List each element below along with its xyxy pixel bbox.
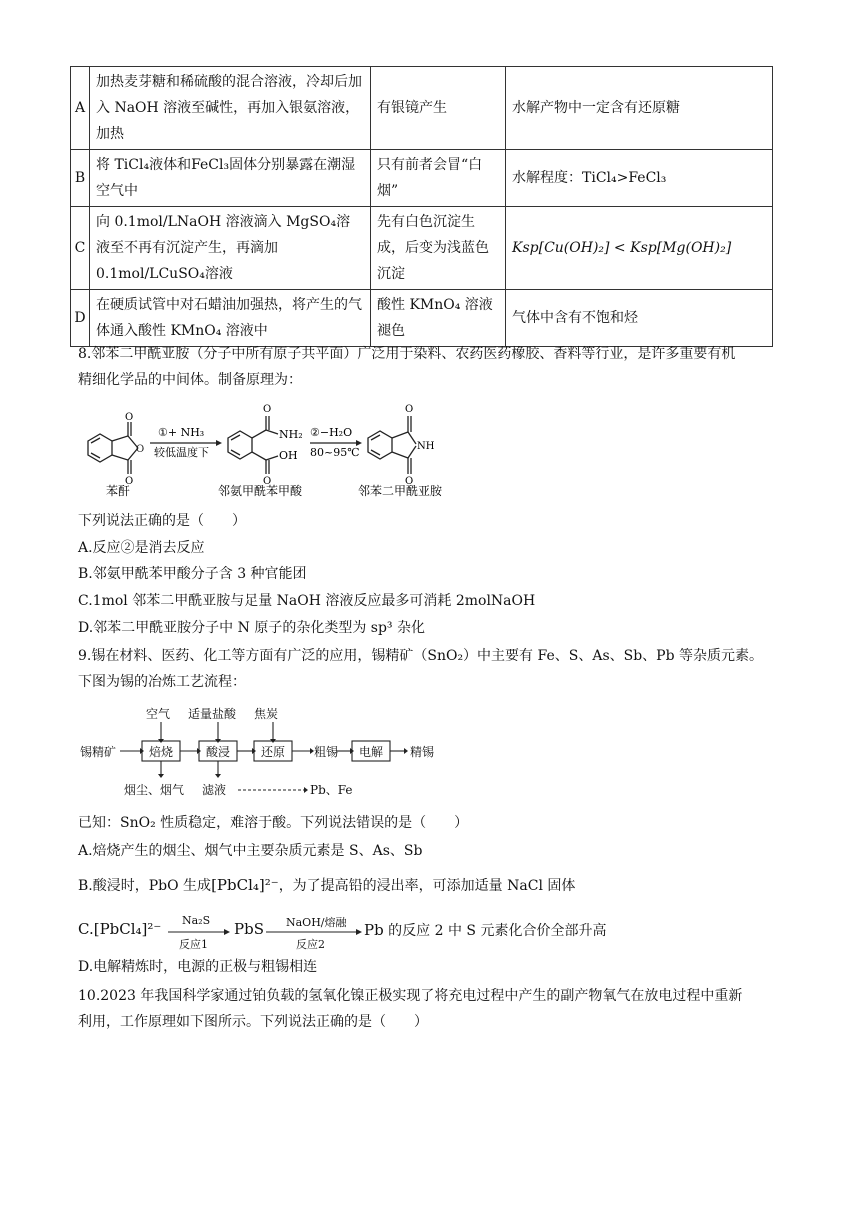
atom-label: O: [405, 476, 414, 487]
flow-output-result: Pb、Fe: [310, 783, 353, 797]
flow-start: 锡精矿: [80, 745, 117, 759]
conclusion-cell: Ksp[Cu(OH)₂] < Ksp[Mg(OH)₂]: [506, 207, 773, 290]
q8-stem-line1: 8.邻苯二甲酰亚胺（分子中所有原子共平面）广泛用于染料、农药医药橡胶、香料等行业，是许多重要有机: [78, 346, 736, 362]
option-text: B.酸浸时，PbO 生成: [78, 878, 212, 894]
flow-box-label: 酸浸: [206, 745, 231, 759]
q9-option-d: D.电解精炼时，电源的正极与粗锡相连: [78, 959, 318, 975]
q9-stem-line1: 9.锡在材料、医药、化工等方面有广泛的应用，锡精矿（SnO₂）中主要有 Fe、S、As、Sb、Pb 等杂质元素。: [78, 648, 764, 664]
reagent-label: Na₂S: [182, 914, 211, 927]
flow-output-dust: 烟尘、烟气: [124, 783, 185, 797]
step2-condition: 80~95℃: [310, 446, 360, 459]
q8-question: 下列说法正确的是（ ）: [78, 513, 246, 529]
ion-formula: [PbCl₄]²⁻: [211, 876, 279, 894]
atom-label: O: [136, 444, 145, 455]
reaction-label: 反应1: [179, 938, 208, 951]
reaction-arrow: [168, 928, 230, 936]
q8-option-b: B.邻氨甲酰苯甲酸分子含 3 种官能团: [78, 566, 307, 582]
tin-process-flowchart: [78, 704, 458, 800]
table-row: [71, 150, 773, 207]
flow-input-air: 空气: [146, 707, 171, 721]
operation-cell: 在硬质试管中对石蜡油加强热，将产生的气体通入酸性 KMnO₄ 溶液中: [90, 290, 371, 347]
atom-label: NH₂: [279, 428, 303, 441]
compound-caption: 邻苯二甲酰亚胺: [358, 484, 443, 498]
option-label: C.: [78, 920, 94, 938]
product-formula: Pb: [364, 921, 384, 939]
phthalimide-structure: [368, 416, 416, 474]
q8-stem-line2: 精细化学品的中间体。制备原理为：: [78, 372, 302, 388]
operation-cell: 加热麦芽糖和稀硫酸的混合溶液，冷却后加入 NaOH 溶液至碱性，再加入银氨溶液，加热: [90, 67, 371, 150]
step2-condition: ②−H₂O: [310, 426, 353, 439]
atom-label: OH: [279, 449, 298, 462]
flow-box-label: 电解: [359, 745, 384, 759]
experiment-table: [70, 66, 773, 347]
q9-option-a: A.焙烧产生的烟尘、烟气中主要杂质元素是 S、As、Sb: [78, 843, 423, 859]
atom-label: O: [263, 476, 272, 487]
option-text: ，为了提高铅的浸出率，可添加适量 NaCl 固体: [278, 878, 576, 894]
flow-input-coke: 焦炭: [254, 707, 279, 721]
conclusion-cell: 水解程度：TiCl₄>FeCl₃: [506, 150, 773, 207]
reagent-label: NaOH/熔融: [286, 916, 347, 929]
row-label: A: [71, 67, 90, 150]
reaction-arrow: [266, 928, 362, 936]
operation-cell: 向 0.1mol/LNaOH 溶液滴入 MgSO₄溶液至不再有沉淀产生，再滴加 0.1mol/LCuSO₄溶液: [90, 207, 371, 290]
atom-label: O: [263, 404, 272, 415]
product-formula: PbS: [234, 920, 264, 938]
conclusion-cell: 气体中含有不饱和烃: [506, 290, 773, 347]
q10-stem-line1: 10.2023 年我国科学家通过铂负载的氢氧化镍正极实现了将充电过程中产生的副产物氧气在放电过程中重新: [78, 988, 743, 1004]
atom-label: NH: [417, 441, 435, 452]
step1-condition: 较低温度下: [154, 446, 209, 459]
q8-option-d: D.邻苯二甲酰亚胺分子中 N 原子的杂化类型为 sp³ 杂化: [78, 620, 425, 636]
flow-output-filtrate: 滤液: [202, 783, 227, 797]
table-row: [71, 67, 773, 150]
flow-intermediate: 粗锡: [314, 745, 339, 759]
option-text: 的反应 2 中 S 元素化合价全部升高: [383, 923, 607, 939]
operation-cell: 将 TiCl₄液体和FeCl₃固体分别暴露在潮湿空气中: [90, 150, 371, 207]
atom-label: O: [125, 412, 134, 423]
flow-end: 精锡: [410, 745, 435, 759]
q9-option-c: [78, 912, 778, 951]
phenomenon-cell: 酸性 KMnO₄ 溶液褪色: [371, 290, 506, 347]
phthalic-anhydride-structure: [88, 422, 138, 474]
reaction-label: 反应2: [296, 938, 325, 951]
q9-stem-line2: 下图为锡的冶炼工艺流程：: [78, 674, 246, 690]
row-label: B: [71, 150, 90, 207]
option-text: [364, 920, 606, 940]
row-label: C: [71, 207, 90, 290]
flow-box-label: 焙烧: [149, 745, 174, 759]
atom-label: O: [405, 404, 414, 415]
phenomenon-cell: 只有前者会冒“白烟”: [371, 150, 506, 207]
compound-caption: 苯酐: [106, 484, 131, 498]
row-label: D: [71, 290, 90, 347]
q8-option-c: C.1mol 邻苯二甲酰亚胺与足量 NaOH 溶液反应最多可消耗 2molNaOH: [78, 593, 536, 609]
table-row: [71, 207, 773, 290]
q9-option-b: [78, 874, 575, 897]
q9-known: 已知：SnO₂ 性质稳定，难溶于酸。下列说法错误的是（ ）: [78, 815, 469, 831]
flow-input-acid: 适量盐酸: [188, 707, 237, 721]
flow-box-label: 还原: [261, 745, 286, 759]
table-row: [71, 290, 773, 347]
option-text: [78, 920, 161, 938]
phenomenon-cell: 先有白色沉淀生成，后变为浅蓝色沉淀: [371, 207, 506, 290]
arrow-head-icon: [216, 440, 222, 446]
phenomenon-cell: 有银镜产生: [371, 67, 506, 150]
step1-condition: ①+ NH₃: [158, 426, 205, 439]
carbamoylbenzoic-acid-structure: [228, 416, 278, 474]
q8-reaction-scheme: [78, 396, 478, 498]
atom-label: O: [125, 476, 134, 487]
compound-caption: 邻氨甲酰苯甲酸: [218, 484, 303, 498]
q10-stem-line2: 利用，工作原理如下图所示。下列说法正确的是（ ）: [78, 1014, 428, 1030]
ion-formula: [PbCl₄]²⁻: [93, 920, 162, 938]
conclusion-cell: 水解产物中一定含有还原糖: [506, 67, 773, 150]
q8-option-a: A.反应②是消去反应: [78, 540, 205, 556]
